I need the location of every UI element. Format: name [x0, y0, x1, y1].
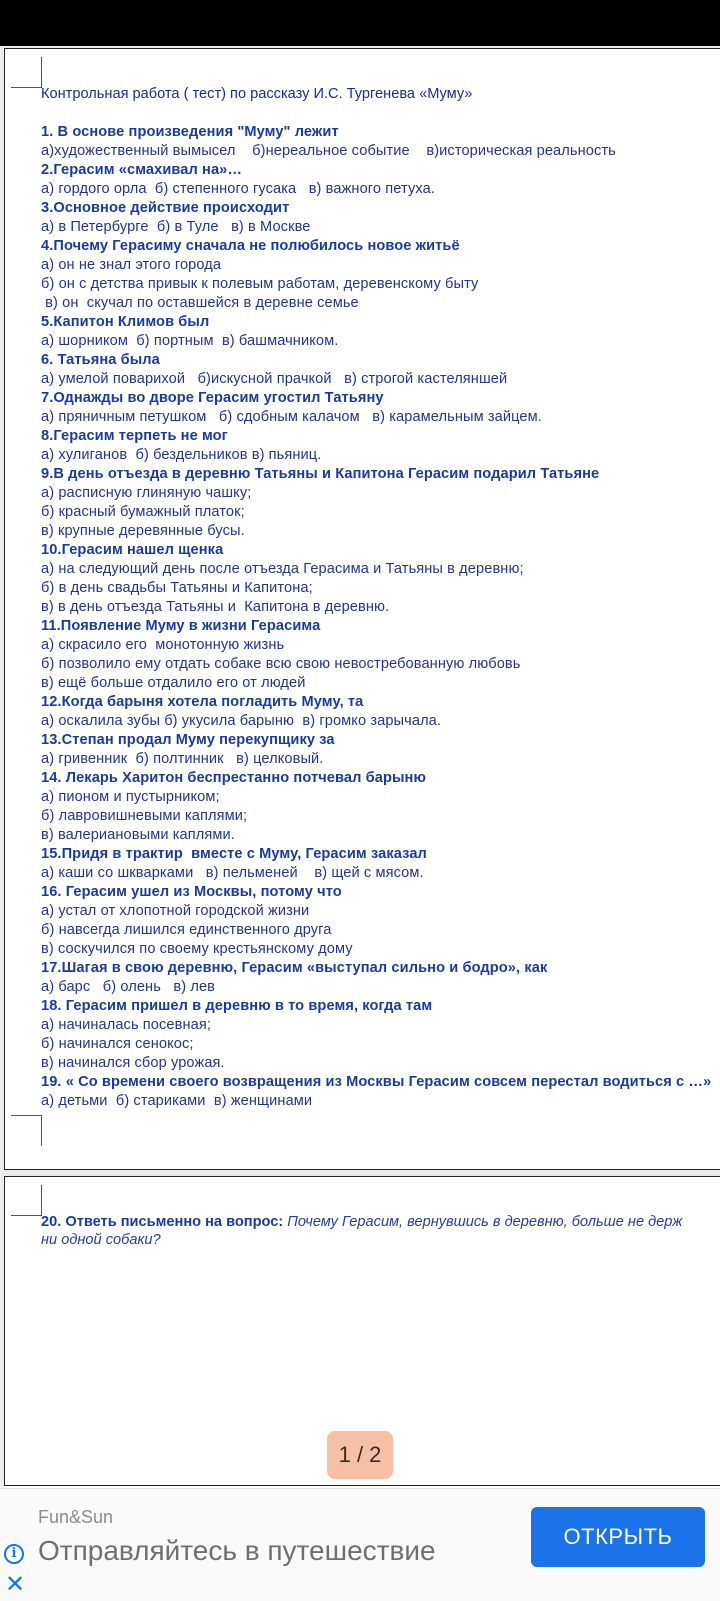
question-line: 10.Герасим нашел щенка — [41, 542, 224, 558]
question-line: 2.Герасим «смахивал на»… — [41, 162, 243, 178]
question-line: 1. В основе произведения "Муму" лежит — [41, 124, 339, 140]
answer-options-line: а) скрасило его монотонную жизнь — [41, 637, 285, 653]
answer-options-line: а) оскалила зубы б) укусила барыню в) громко зарычала. — [41, 713, 442, 729]
answer-options-line: а) он не знал этого города — [41, 257, 222, 273]
answer-options-line: в) в день отъезда Татьяны и Капитона в деревню. — [41, 599, 390, 615]
question-line: 12.Когда барыня хотела погладить Муму, та — [41, 694, 364, 710]
answer-options-line: б) в день свадьбы Татьяны и Капитона; — [41, 580, 313, 596]
ad-brand: Fun&Sun — [38, 1507, 114, 1527]
answer-options-line: б) лавровишневыми каплями; — [41, 808, 248, 824]
answer-options-line: а) умелой поварихой б)искусной прачкой в) строгой кастеляншей — [41, 371, 508, 387]
question-line: 11.Появление Муму в жизни Герасима — [41, 618, 321, 634]
question-line: 19. « Со времени своего возвращения из Москвы Герасим совсем перестал водиться с …» — [41, 1074, 712, 1090]
question-20-text-continued: ни одной собаки? — [41, 1232, 161, 1248]
ad-banner[interactable] — [0, 1488, 720, 1601]
crop-mark-icon — [11, 1115, 42, 1146]
answer-options-line: а) пионом и пустырником; — [41, 789, 220, 805]
test-title: Контрольная работа ( тест) по рассказу И.С. Тургенева «Муму» — [41, 86, 473, 102]
answer-options-line: а) на следующий день после отъезда Герасима и Татьяны в деревню; — [41, 561, 524, 577]
test-content — [41, 85, 720, 1111]
question-line: 6. Татьяна была — [41, 352, 160, 368]
top-status-bar — [0, 0, 720, 46]
answer-options-line: а) шорником б) портным в) башмачником. — [41, 333, 339, 349]
question-line: 17.Шагая в свою деревню, Герасим «выступал сильно и бодро», как — [41, 960, 548, 976]
question-20-label: 20. Ответь письменно на вопрос: — [41, 1214, 288, 1230]
answer-options-line: а)художественный вымысел б)нереальное событие в)историческая реальность — [41, 143, 616, 159]
answer-options-line: а) детьми б) стариками в) женщинами — [41, 1093, 313, 1109]
question-line: 15.Придя в трактир вместе с Муму, Герасим заказал — [41, 846, 427, 862]
answer-options-line: а) гривенник б) полтинник в) целковый. — [41, 751, 324, 767]
question-list — [41, 123, 720, 1111]
question-line: 13.Степан продал Муму перекупщику за — [41, 732, 335, 748]
question-line: 5.Капитон Климов был — [41, 314, 210, 330]
answer-options-line: а) хулиганов б) бездельников в) пьяниц. — [41, 447, 322, 463]
document-page-1 — [4, 48, 720, 1170]
answer-options-line: в) валериановыми каплями. — [41, 827, 235, 843]
crop-mark-icon — [11, 57, 42, 88]
answer-options-line: б) навсегда лишился единственного друга — [41, 922, 332, 938]
answer-options-line: б) позволило ему отдать собаке всю свою невостребованную любовь — [41, 656, 521, 672]
answer-options-line: а) каши со шкварками в) пельменей в) щей с мясом. — [41, 865, 424, 881]
answer-options-line: б) начинался сенокос; — [41, 1036, 194, 1052]
question-line: 7.Однажды во дворе Герасим угостил Татьяну — [41, 390, 384, 406]
question-line: 4.Почему Герасиму сначала не полюбилось новое житьё — [41, 238, 460, 254]
question-20-text: Почему Герасим, вернувшись в деревню, больше не держ — [287, 1214, 683, 1230]
page-indicator: 1 / 2 — [327, 1431, 393, 1479]
crop-mark-icon — [11, 1185, 42, 1216]
info-icon[interactable]: i — [4, 1544, 24, 1564]
answer-options-line: в) соскучился по своему крестьянскому дому — [41, 941, 353, 957]
question-line: 18. Герасим пришел в деревню в то время, когда там — [41, 998, 433, 1014]
answer-options-line: а) в Петербурге б) в Туле в) в Москве — [41, 219, 311, 235]
answer-options-line: а) устал от хлопотной городской жизни — [41, 903, 310, 919]
answer-options-line: б) красный бумажный платок; — [41, 504, 245, 520]
question-line: 9.В день отъезда в деревню Татьяны и Капитона Герасим подарил Татьяне — [41, 466, 600, 482]
answer-options-line: а) барс б) олень в) лев — [41, 979, 216, 995]
answer-options-line: в) ещё больше отдалило его от людей — [41, 675, 306, 691]
open-button[interactable]: ОТКРЫТЬ — [531, 1507, 705, 1567]
answer-options-line: а) расписную глиняную чашку; — [41, 485, 252, 501]
answer-options-line: в) он скучал по оставшейся в деревне семье — [41, 295, 359, 311]
ad-text[interactable]: Отправляйтесь в путешествие — [38, 1535, 436, 1566]
answer-options-line: а) гордого орла б) степенного гусака в) важного петуха. — [41, 181, 435, 197]
close-icon[interactable]: ✕ — [5, 1571, 26, 1598]
answer-options-line: а) пряничным петушком б) сдобным калачом в) карамельным зайцем. — [41, 409, 542, 425]
answer-options-line: а) начиналась посевная; — [41, 1017, 212, 1033]
question-20 — [41, 1213, 720, 1249]
question-line: 8.Герасим терпеть не мог — [41, 428, 228, 444]
question-line: 16. Герасим ушел из Москвы, потому что — [41, 884, 342, 900]
question-line: 3.Основное действие происходит — [41, 200, 290, 216]
question-line: 14. Лекарь Харитон беспрестанно потчевал барыню — [41, 770, 427, 786]
answer-options-line: в) крупные деревянные бусы. — [41, 523, 245, 539]
answer-options-line: б) он с детства привык к полевым работам, деревенскому быту — [41, 276, 479, 292]
answer-options-line: в) начинался сбор урожая. — [41, 1055, 225, 1071]
